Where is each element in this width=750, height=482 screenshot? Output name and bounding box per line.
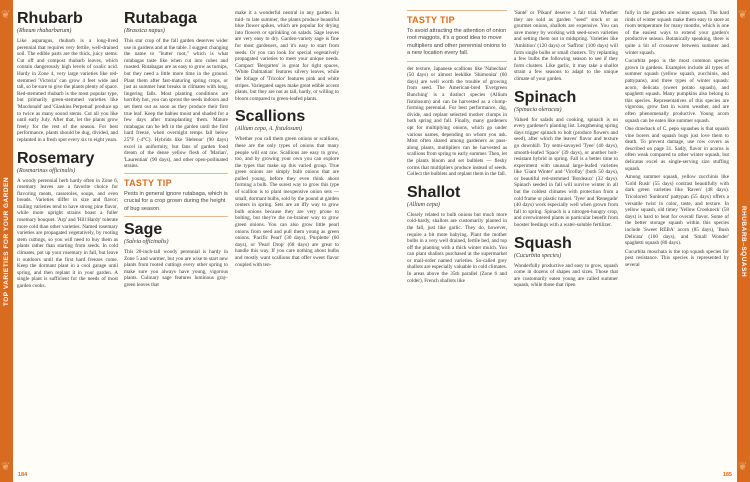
latin-name: (Allium cepa)	[407, 201, 440, 208]
latin-name: (Rosmarinus officinalis)	[17, 167, 76, 174]
section-body: Cucurbita pepo is the most common species grown in gardens. Examples include all types of summer squash (yellow squash, zucchinis, and pattypans), and three types of winter squash: acorn, delicata (sweet potato squash), and spaghetti squash. Many pumpkins also belong to this species. Representatives of this species are vigorous, grow fast in warm weather, and are often phenomenally productive. Young acorn squash can be eaten like summer squash.	[625, 58, 729, 124]
section-body: Valued for salads and cooking, spinach is on every gardener's planting list. Lengthening spring days trigger spinach to bolt (produce flowers and seed), after which the leaves' flavor and texture go downhill. Try semi-savoyed 'Tyee' (40 days), smooth-leafed 'Space' (39 days), or another bolt-resistant hybrid in spring. Fall is a better time to experiment with unusual large-leafed varieties like 'Giant Winter' and 'Viroflay' (both 50 days), or beautiful red-stemmed 'Bordeaux' (32 days). Spinach seeded in fall will survive winter in all but the coldest climates with protection from a cold frame or plastic tunnel. 'Tyee' and 'Renegade' (40 days) work especially well when grown from fall to spring. Spinach is a nitrogen-hungry crop, and overwintered plants in particular benefit from booster feedings with a water-soluble fertilizer.	[514, 116, 618, 229]
section-title-rhubarb: Rhubarb	[17, 10, 83, 27]
latin-name: (Allium cepa, A. fistulosum)	[235, 126, 303, 133]
section-body: This 20-inch-tall woody perennial is hardy in Zone 5 and warmer, but you are wise to start new plants from rooted cuttings every other spring to make sure you always have young, vigorous plants. Culinary sage features luminous gray-green leaves that	[124, 249, 228, 289]
tip-text: Pests in general ignore rutabaga, which is crucial for a crop grown during the height of bug season.	[124, 190, 228, 212]
section-body: 'Santé' or 'Pikant' deserve a fair trial. Whether they are sold as garden "seed" stock or as gourmet onions, shallots are expensive. You can save money by working with seed-sown varieties and setting them out in midspring. Varieties like 'Ambition' (120 days) or 'Saffron' (100 days) will form single bulbs or small clusters. Try replanting a few bulbs the following season to see if they form clusters. Like garlic, it may take a shallot strain a few seasons to adapt to the unique climate of your garden.	[514, 10, 618, 82]
section-body: Among summer squash, yellow zucchinis like 'Gold Rush' (55 days) contrast beautifully with dark green varieties like 'Raven' (48 days). Tricolored 'Sunburst' pattypan (55 days) offers a versatile twist in color, taste, and texture. In yellow squash, old timey 'Yellow Crookneck' (58 days) is hard to beat for overall flavor. Some of the better storage squash within this species include 'Sweet REBA' acorn (85 days), 'Bush Delicata' (100 days), and 'Small Wonder' spaghetti squash (80 days).	[625, 174, 729, 247]
section-title-spinach: Spinach	[514, 88, 577, 106]
right-column-3	[625, 10, 729, 271]
right-page	[375, 0, 750, 482]
page-number: 185	[722, 472, 732, 478]
left-column-2	[124, 10, 228, 291]
tip-text: To avoid attracting the attention of onion root maggots, it's a good idea to move multipliers and other perennial onions to a new location every fall.	[407, 28, 507, 57]
section-body: der texture, Japanese scallions like 'Nabechan' (50 days) or almost leeklike 'Shimonita' (60 days) are well worth the trouble of growing from seed. The American-bred 'Evergreen Bunching' is a distinct species (Allium fistulosum) and can be harvested as a clump-forming perennial. For best performance, dig, divide, and replant selected mother clumps in both spring and fall. Finally, many gardeners opt for multiplying onions, which go under various names, depending on whom you ask. Most often shared among gardeners as pass-along plants, multipliers can be harvested as scallions from spring to early summer. Then, let the plants bloom and set bulblets — fleshy corms that multipliers produce instead of seeds. Collect the bulblets and replant them in the fall.	[407, 65, 507, 178]
tip-title: TASTY TIP	[124, 177, 172, 188]
section-title-rutabaga: Rutabaga	[124, 10, 197, 27]
leaf-icon: ❦	[1, 461, 11, 473]
section-body: fully in the garden are winter squash. The hard rinds of winter squash make them easy to store at room temperature for many months, which is one of the easiest ways to extend your garden's productive season. Botanically speaking, there is quite a bit of crossover between summer and winter squash.	[625, 10, 729, 56]
right-sidebar-label: RHUBARB–SQUASH	[740, 205, 748, 277]
latin-name: (Spinacia oleracea)	[514, 106, 562, 113]
page-number: 184	[18, 472, 28, 478]
section-body: Whether you call them green onions or scallions, these are the only types of onions that many people will eat raw. Scallions are easy to grow, too, and by growing your own you can explore the types that make up this varied group. True green onions are simply bulb onions that are pulled young, before they even think about forming a bulb. The surest way to grow this type of scallion is to plant inexpensive onion sets — small, dormant bulbs, sold by the pound at garden centers in spring. Sets are an iffy way to grow bulb onions because they are very prone to bolting, but they're the no-brainer way to grow green onions. You can also grow little pearl onions from seed and pull them young as green onions. 'Pacific Pearl' (30 days), 'Purplette' (60 days), or 'Pearl Drop' (68 days) are great to handle this way. If you care nothing about bulbs and mostly want scallions that offer sweet flavor coupled with ten-	[235, 136, 339, 268]
latin-name: (Cucurbita species)	[514, 252, 562, 259]
section-body: Like asparagus, rhubarb is a long-lived perennial that requires very fertile, well-drained soil. The edible parts are the thick, juicy stems. Cut off and compost rhubarb leaves, which contain dangerously high levels of oxalic acid. Hardy in Zone 4, very large varieties like red-stemmed 'Victoria' can grow 4 feet wide and tall, so be sure to give the plants plenty of space. Red-stemmed rhubarb is the most popular type, but primarily green-stemmed varieties like 'Macdonald' and 'Glaskins Perpetual' produce up to twice as many sound stems. Cut all you like until early July. After that, let the plants grow freely for the rest of the season. For best performance, plants should be dug, divided, and replanted in a fresh spot every six to eight years.	[17, 38, 118, 143]
latin-name: (Salvia officinalis)	[124, 239, 169, 246]
left-sidebar	[0, 0, 13, 482]
left-sidebar-label: TOP VARIETIES FOR YOUR GARDEN	[3, 176, 11, 306]
section-title-shallot: Shallot	[407, 183, 461, 201]
section-body: Closely related to bulb onions but much more cold-hardy, shallots are customarily planted in the fall, just like garlic. They do, however, require a bit more babying. Plant the mother bulbs in a very well drained, fertile bed, and top off the planting with a thick winter mulch. You can plant shallots purchased at the supermarket or mail-order named varieties. So-called grey shallots are especially valuable in cold climates. In areas above the 35th parallel (Zone 6 and colder), French shallots like	[407, 211, 507, 284]
latin-name: (Rheum rhabarbarum)	[17, 28, 72, 34]
section-title-sage: Sage	[124, 221, 163, 239]
section-title-scallions: Scallions	[235, 108, 306, 126]
section-body: Wonderfully productive and easy to grow, squash come in dozens of shapes and sizes. Those that are customarily eaten young are called summer squash, while those that ripen	[514, 262, 618, 289]
tip-title: TASTY TIP	[407, 15, 455, 25]
left-column-1	[17, 10, 118, 292]
section-title-squash: Squash	[514, 234, 572, 252]
right-column-2	[514, 10, 618, 291]
latin-name: (Brassica napus)	[124, 28, 165, 34]
section-body: make it a wonderful neutral in any garden. In mid- to late summer, the plants produce beautiful blue flower spikes, which are popular for drying into flowers or sprinkling on salads. Sage leaves are very easy to dry. Garden-variety sage is fine for most gardeners, and it's easy to start from seeds. Or you can look for special vegetatively propagated varieties to meet your unique needs. Compact 'Bergarten' is great for tight spaces, 'White Dalmatian' features silvery leaves, while the foliage of 'Tricolor' features pink and white stripes. Variegated sages make great edible accent plants, but they are not as tall, hardy, or willing to bloom compared to green-leafed plants.	[235, 10, 339, 102]
section-body: One drawback of C. pepo squashes is that squash vine borers and squash bugs just love them to death. To prevent damage, use row covers as described on page 31. Sadly, flavor in acorns is often weak compared to other winter squash, but delicatas excel as single-serving size stuffing squash.	[625, 126, 729, 172]
tasty-tip-box	[124, 173, 228, 217]
tasty-tip-box	[407, 10, 507, 62]
section-body: Cucurbita moschata is the top squash species for pest resistance. This species is represented by several	[625, 248, 729, 268]
right-sidebar	[737, 0, 750, 482]
leaf-icon: ❦	[738, 9, 748, 21]
left-column-3	[235, 10, 339, 270]
right-column-1	[407, 10, 507, 286]
section-body: This star crop of the fall garden deserves wider use in gardens and at the table. I suggest changing the name to "butter root," which is what rutabagas taste like when cut into cubes and roasted. Rutabagas are as easy to grow as turnips, but they need a little more time in the ground. Plant them after fast-maturing spring crops, or just as summer heat breaks in climates with long, lingering falls. Most planting conditions are horribly hot, you can sprout the seeds indoors and set them out as soon as they produce their first true leaf. Keep the babies moist and shaded for a few days after transplanting them. Mature rutabagas can be left in the garden until the first hard freeze, when overnight temps fall below 25°F (-4°C). Hybrids like 'Helenor' (90 days) excel in uniformity, but fans of garden food dream of the dense yellow flesh of 'Marian', 'Laurentian' (90 days), and other open-pollinated strains.	[124, 38, 229, 170]
leaf-icon: ❦	[1, 9, 11, 21]
section-title-rosemary: Rosemary	[17, 149, 95, 167]
section-body: A woody perennial herb hardy often in Zone 6, rosemary leaves are a favorite choice for flavoring meats, casseroles, soups, and even breads. Varieties differ in size and flavor; trailing varieties tend to have strong pine flavor, while more upright strains boast a fuller rosemary bouquet. 'Arp' and 'Hill Hardy' tolerate more cold than other varieties. Named rosemary varieties are propagated vegetatively, by rooting stem cuttings, so you will need to buy them as plants rather than starting from seeds. In cold climates, pot up your rosemary in fall, but leave it outdoors until the first hard freezes come. Keep the dormant plant in a cool garage until spring, and then replant it in your garden. A single plant is sufficient for the needs of most garden cooks.	[17, 177, 118, 289]
leaf-icon: ❦	[738, 461, 748, 473]
